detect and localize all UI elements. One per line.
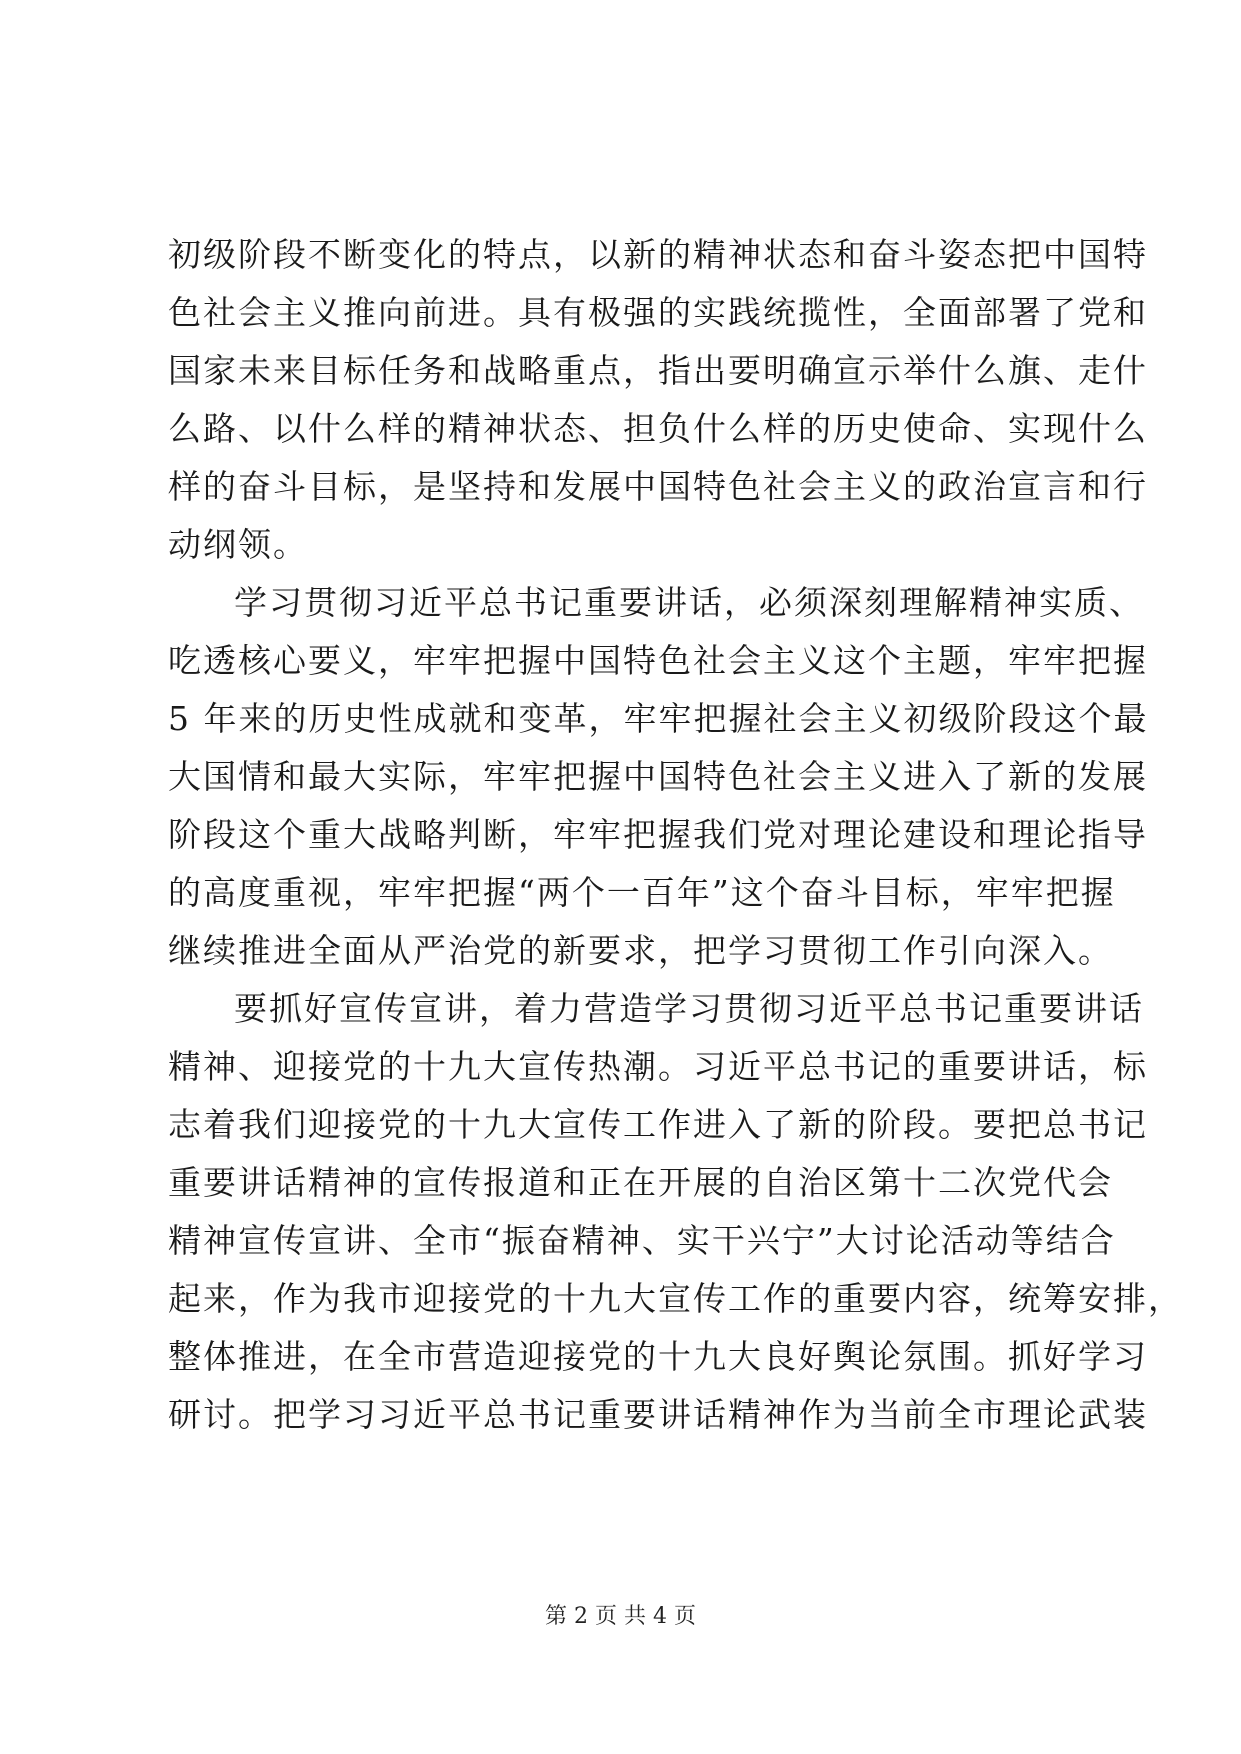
paragraph-2 xyxy=(168,574,1149,980)
text-line: 吃透核心要义，牢牢把握中国特色社会主义这个主题，牢牢把握 xyxy=(168,641,1148,680)
paragraph-3 xyxy=(168,980,1183,1444)
document-body xyxy=(168,226,1183,1444)
text-line: 志着我们迎接党的十九大宣传工作进入了新的阶段。要把总书记 xyxy=(168,1105,1148,1144)
text-line: 阶段这个重大战略判断，牢牢把握我们党对理论建设和理论指导 xyxy=(168,815,1148,854)
text-line: 色社会主义推向前进。具有极强的实践统揽性，全面部署了党和 xyxy=(168,293,1148,332)
text-line: 动纲领。 xyxy=(168,525,308,564)
page-number-footer: 第 2 页 共 4 页 xyxy=(545,1604,696,1629)
text-line: 学习贯彻习近平总书记重要讲话，必须深刻理解精神实质、 xyxy=(234,583,1144,622)
text-line: 国家未来目标任务和战略重点，指出要明确宣示举什么旗、走什 xyxy=(168,351,1148,390)
text-line: 么路、以什么样的精神状态、担负什么样的历史使命、实现什么 xyxy=(168,409,1148,448)
text-line: 要抓好宣传宣讲，着力营造学习贯彻习近平总书记重要讲话 xyxy=(234,989,1144,1028)
text-line: 5 年来的历史性成就和变革，牢牢把握社会主义初级阶段这个最 xyxy=(168,699,1149,738)
text-line: 精神、迎接党的十九大宣传热潮。习近平总书记的重要讲话，标 xyxy=(168,1047,1148,1086)
text-line: 初级阶段不断变化的特点，以新的精神状态和奋斗姿态把中国特 xyxy=(168,235,1148,274)
text-line: 起来，作为我市迎接党的十九大宣传工作的重要内容，统筹安排， xyxy=(168,1279,1183,1318)
paragraph-1 xyxy=(168,226,1148,574)
text-line: 研讨。把学习习近平总书记重要讲话精神作为当前全市理论武装 xyxy=(168,1395,1148,1434)
text-line: 整体推进，在全市营造迎接党的十九大良好舆论氛围。抓好学习 xyxy=(168,1337,1148,1376)
text-line: 继续推进全面从严治党的新要求，把学习贯彻工作引向深入。 xyxy=(168,931,1113,970)
text-line: 精神宣传宣讲、全市“振奋精神、实干兴宁”大讨论活动等结合 xyxy=(168,1221,1116,1260)
text-line: 的高度重视，牢牢把握“两个一百年”这个奋斗目标，牢牢把握 xyxy=(168,873,1116,912)
text-line: 样的奋斗目标，是坚持和发展中国特色社会主义的政治宣言和行 xyxy=(168,467,1148,506)
text-line: 重要讲话精神的宣传报道和正在开展的自治区第十二次党代会 xyxy=(168,1163,1113,1202)
text-line: 大国情和最大实际，牢牢把握中国特色社会主义进入了新的发展 xyxy=(168,757,1148,796)
